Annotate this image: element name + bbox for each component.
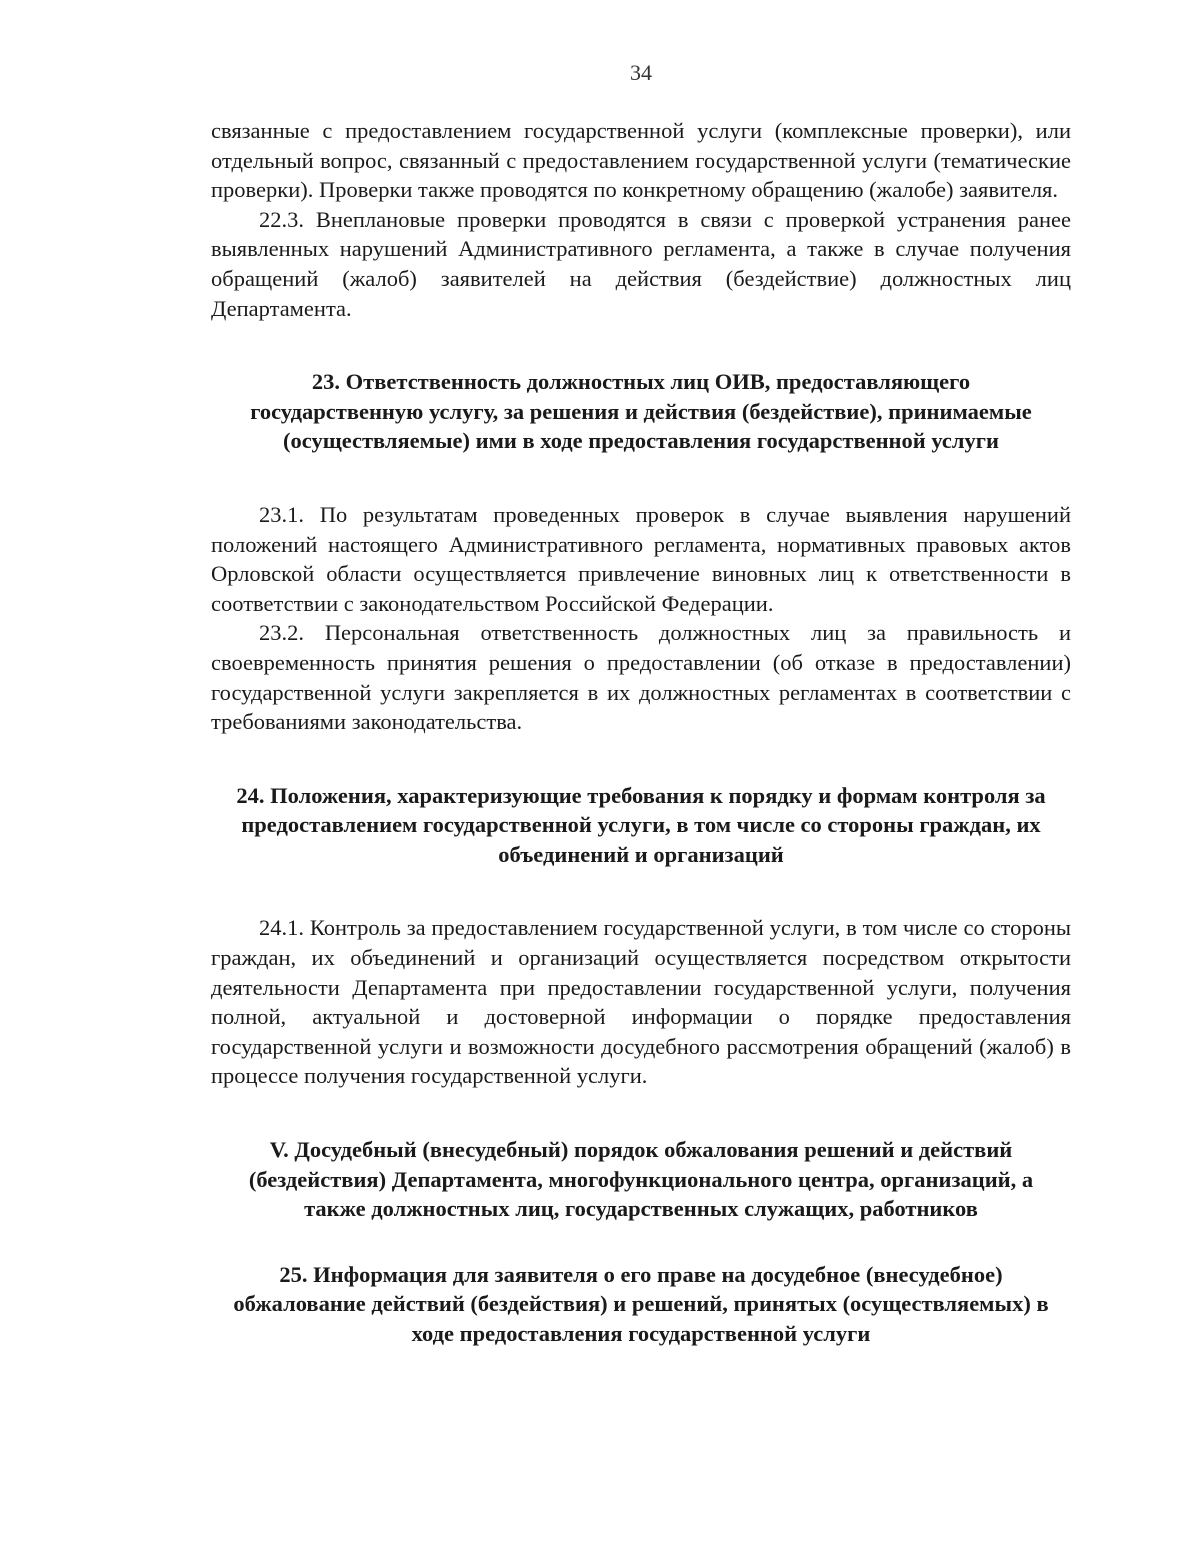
section-heading-23: 23. Ответственность должностных лиц ОИВ, предоставляющего государственную услугу, за решения и действия (бездействие), принимаемые (осуществляемые) ими в ходе предоставления государственной услуги	[250, 369, 1032, 454]
paragraph-22-3: 22.3. Внеплановые проверки проводятся в связи с проверкой устранения ранее выявленных нарушений Административного регламента, а также в случае получения обращений (жалоб) заявителей на действия (бездействие) должностных лиц Департамента.	[211, 206, 1071, 321]
spacer	[211, 323, 1071, 367]
section-heading-24: 24. Положения, характеризующие требования к порядку и формам контроля за предоставлением государственной услуги, в том числе со стороны граждан, их объединений и организаций	[236, 782, 1046, 867]
section-heading-25: 25. Информация для заявителя о его праве на досудебное (внесудебное) обжалование действий (бездействия) и решений, принятых (осуществляемых) в ходе предоставления государственной услуги	[233, 1261, 1049, 1346]
spacer	[211, 869, 1071, 913]
page-number: 34	[630, 60, 652, 85]
paragraph-23-2: 23.2. Персональная ответственность должностных лиц за правильность и своевременность принятия решения о предоставлении (об отказе в предоставлении) государственной услуги закрепляется в их должностных регламентах в соответствии с требованиями законодательства.	[211, 620, 1071, 735]
chapter-heading-v: V. Досудебный (внесудебный) порядок обжалования решений и действий (бездействия) Департамента, многофункционального центра, организаций, а также должностных лиц, государственных служащих, работников	[248, 1137, 1034, 1222]
spacer	[211, 737, 1071, 781]
paragraph-22-2-continuation: связанные с предоставлением государственной услуги (комплексные проверки), или отдельный вопрос, связанный с предоставлением государственной услуги (тематические проверки). Проверки также проводятся по конкретному обращению (жалобе) заявителя.	[211, 118, 1071, 203]
paragraph-23-1: 23.1. По результатам проведенных проверок в случае выявления нарушений положений настоящего Административного регламента, нормативных правовых актов Орловской области осуществляется привлечение виновных лиц к ответственности в соответствии с законодательством Российской Федерации.	[211, 501, 1071, 616]
document-page	[211, 58, 1071, 1349]
spacer	[211, 1224, 1071, 1260]
paragraph-24-1: 24.1. Контроль за предоставлением государственной услуги, в том числе со стороны граждан, их объединений и организаций осуществляется посредством открытости деятельности Департамента при предоставлении государственной услуги, получения полной, актуальной и достоверной информации о порядке предоставления государственной услуги и возможности досудебного рассмотрения обращений (жалоб) в процессе получения государственной услуги.	[211, 915, 1071, 1089]
spacer	[211, 1091, 1071, 1135]
spacer	[211, 456, 1071, 500]
